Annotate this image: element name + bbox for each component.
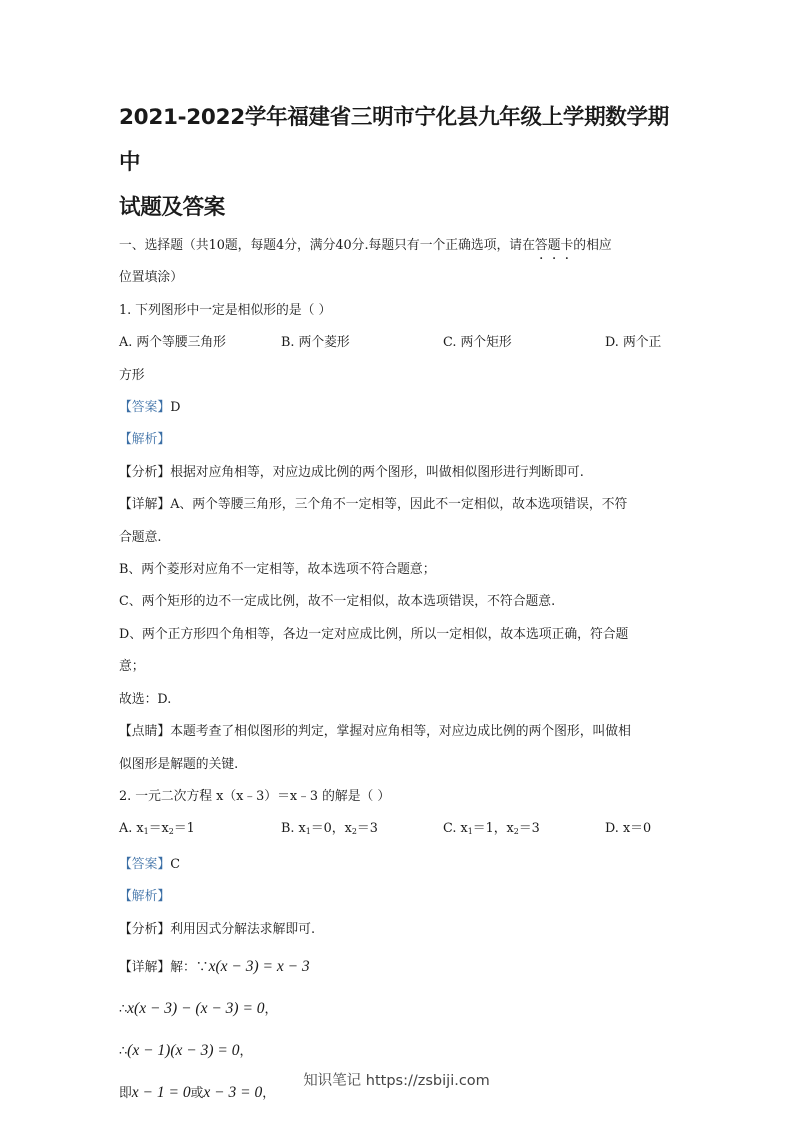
xiangjie-line: 【详解】A、两个等腰三角形，三个角不一定相等，因此不一定相似，故本选项错误，不符 bbox=[119, 497, 628, 513]
footer-watermark: 知识笔记 https://zsbiji.com bbox=[303, 1073, 490, 1089]
answer-tag: 【答案】 bbox=[119, 856, 171, 872]
option-d: D. x＝0 bbox=[605, 821, 652, 837]
explain-c: C、两个矩形的边不一定成比例，故不一定相似，故本选项错误，不符合题意. bbox=[119, 594, 556, 610]
option-b: B. $x_1=0$，$x_2=3$ bbox=[281, 821, 378, 837]
because-symbol: ∵ bbox=[195, 959, 209, 975]
question-1-stem: 1. 下列图形中一定是相似形的是（ ） bbox=[119, 302, 332, 318]
equation: (x − 1)(x − 3) = 0 bbox=[127, 1041, 240, 1059]
option-a: A. 两个等腰三角形 bbox=[119, 335, 226, 351]
jiexi-tag: 【解析】 bbox=[119, 889, 171, 905]
answer-value: C bbox=[170, 856, 180, 872]
equation: x − 1 = 0 bbox=[131, 1083, 191, 1101]
section-heading-cont: 位置填涂） bbox=[119, 270, 183, 286]
equation: x(x − 3) − (x − 3) = 0 bbox=[127, 999, 265, 1017]
emphasis-char: 答 bbox=[534, 238, 548, 253]
choose-line: 故选：D. bbox=[119, 691, 172, 707]
answer-line bbox=[119, 849, 679, 881]
emphasis-char: 题 bbox=[547, 238, 561, 253]
xiangjie-eq4: 即x − 1 = 0或x − 3 = 0， bbox=[119, 1083, 276, 1101]
option-c: C. 两个矩形 bbox=[443, 335, 512, 351]
xiangjie-eq3: ∴(x − 1)(x − 3) = 0， bbox=[119, 1041, 253, 1059]
therefore-symbol: ∴ bbox=[119, 1001, 128, 1017]
answer-value: D bbox=[170, 400, 181, 416]
option-d: D. 两个正 bbox=[605, 335, 662, 351]
answer-line bbox=[119, 392, 679, 424]
section-heading: 一、选择题（共10题，每题4分，满分40分.每题只有一个正确选项，请在答题卡的相应 bbox=[119, 238, 612, 253]
dianjing-line-cont: 似图形是解题的关键. bbox=[119, 756, 239, 772]
explain-b: B、两个菱形对应角不一定相等，故本选项不符合题意； bbox=[119, 562, 436, 578]
therefore-symbol: ∴ bbox=[119, 1043, 128, 1059]
xiangjie-eq1: 【详解】解：∵x(x − 3) = x − 3 bbox=[119, 957, 310, 975]
dianjing-line: 【点睛】本题考查了相似图形的判定，掌握对应角相等，对应边成比例的两个图形，叫做相 bbox=[119, 724, 631, 740]
question-2-options bbox=[119, 813, 679, 848]
fenxi-line: 【分析】根据对应角相等，对应边成比例的两个图形，叫做相似图形进行判断即可. bbox=[119, 464, 584, 480]
option-d-cont: 方形 bbox=[119, 367, 145, 383]
document-title-line2: 试题及答案 bbox=[119, 195, 226, 220]
document-title-line1: 2021-2022学年福建省三明市宁化县九年级上学期数学期中 bbox=[119, 105, 669, 175]
jiexi-tag: 【解析】 bbox=[119, 432, 171, 448]
question-2-stem: 2. 一元二次方程 x（x﹣3）＝x﹣3 的解是（ ） bbox=[119, 788, 391, 804]
question-1-options bbox=[119, 327, 679, 359]
xiangjie-eq2: ∴x(x − 3) − (x − 3) = 0， bbox=[119, 999, 278, 1017]
option-c: C. $x_1=1$，$x_2=3$ bbox=[443, 821, 540, 837]
option-b: B. 两个菱形 bbox=[281, 335, 350, 351]
equation: x − 3 = 0 bbox=[203, 1083, 263, 1101]
explain-d: D、两个正方形四个角相等，各边一定对应成比例，所以一定相似，故本选项正确，符合题 bbox=[119, 626, 629, 642]
xiangjie-line-cont: 合题意. bbox=[119, 529, 162, 545]
answer-tag: 【答案】 bbox=[119, 400, 171, 416]
option-a: A. $x_1=x_2=1$ bbox=[119, 821, 195, 837]
emphasis-char: 卡 bbox=[560, 238, 574, 253]
equation: x(x − 3) = x − 3 bbox=[208, 957, 310, 975]
explain-d-cont: 意； bbox=[119, 659, 145, 675]
fenxi-line: 【分析】利用因式分解法求解即可. bbox=[119, 921, 316, 937]
document-page bbox=[119, 95, 679, 1114]
